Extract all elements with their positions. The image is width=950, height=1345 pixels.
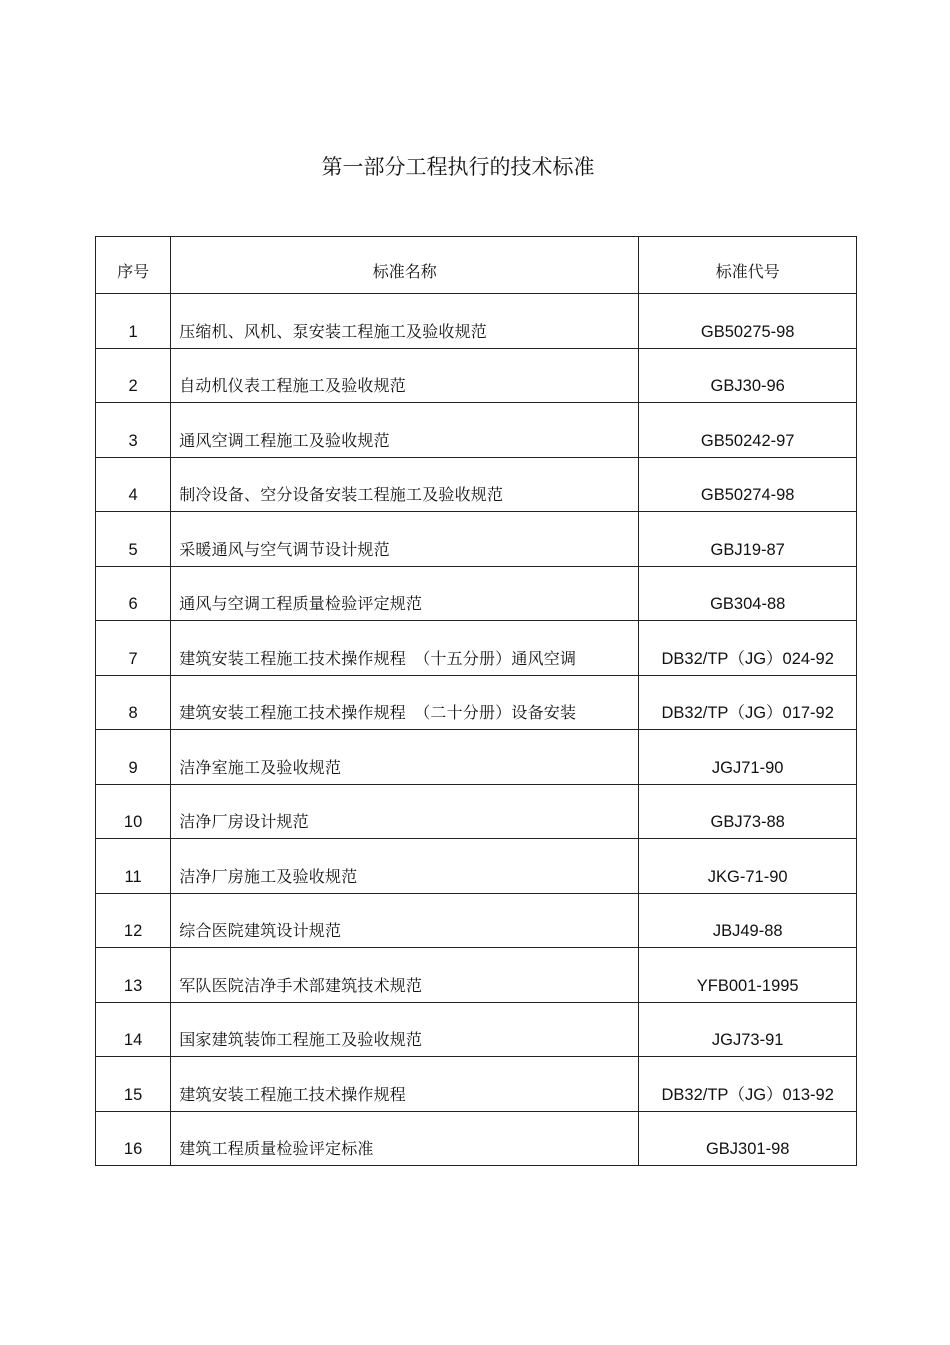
row-standard-name: 建筑工程质量检验评定标准 xyxy=(171,1111,639,1166)
row-standard-name: 建筑安装工程施工技术操作规程 （十五分册）通风空调 xyxy=(171,621,639,676)
row-standard-code: JGJ71-90 xyxy=(639,730,857,785)
header-standard-name: 标准名称 xyxy=(171,237,639,294)
row-standard-name: 制冷设备、空分设备安装工程施工及验收规范 xyxy=(171,457,639,512)
row-standard-name: 洁净室施工及验收规范 xyxy=(171,730,639,785)
row-standard-name: 军队医院洁净手术部建筑技术规范 xyxy=(171,948,639,1003)
table-row xyxy=(96,730,857,785)
table-row xyxy=(96,784,857,839)
row-standard-code: GBJ30-96 xyxy=(639,348,857,403)
header-serial-number: 序号 xyxy=(96,237,171,294)
row-standard-code: GB304-88 xyxy=(639,566,857,621)
row-standard-code: DB32/TP（JG）017-92 xyxy=(639,675,857,730)
row-serial-number: 7 xyxy=(96,621,171,676)
row-serial-number: 10 xyxy=(96,784,171,839)
row-standard-code: JKG-71-90 xyxy=(639,839,857,894)
row-standard-code: DB32/TP（JG）024-92 xyxy=(639,621,857,676)
table-row xyxy=(96,294,857,349)
row-standard-code: YFB001-1995 xyxy=(639,948,857,1003)
row-standard-code: GBJ73-88 xyxy=(639,784,857,839)
row-standard-code: GBJ301-98 xyxy=(639,1111,857,1166)
row-serial-number: 16 xyxy=(96,1111,171,1166)
row-serial-number: 3 xyxy=(96,403,171,458)
table-row xyxy=(96,403,857,458)
row-serial-number: 6 xyxy=(96,566,171,621)
row-serial-number: 12 xyxy=(96,893,171,948)
row-serial-number: 14 xyxy=(96,1002,171,1057)
row-standard-code: GB50275-98 xyxy=(639,294,857,349)
row-standard-name: 通风空调工程施工及验收规范 xyxy=(171,403,639,458)
row-standard-code: DB32/TP（JG）013-92 xyxy=(639,1057,857,1112)
row-serial-number: 11 xyxy=(96,839,171,894)
table-row xyxy=(96,621,857,676)
row-standard-code: JBJ49-88 xyxy=(639,893,857,948)
standards-table xyxy=(95,236,857,1166)
row-standard-code: GB50242-97 xyxy=(639,403,857,458)
row-standard-code: GBJ19-87 xyxy=(639,512,857,567)
row-serial-number: 5 xyxy=(96,512,171,567)
row-standard-name: 国家建筑装饰工程施工及验收规范 xyxy=(171,1002,639,1057)
table-row xyxy=(96,839,857,894)
row-standard-name: 采暖通风与空气调节设计规范 xyxy=(171,512,639,567)
row-standard-code: JGJ73-91 xyxy=(639,1002,857,1057)
row-serial-number: 8 xyxy=(96,675,171,730)
row-standard-name: 通风与空调工程质量检验评定规范 xyxy=(171,566,639,621)
row-serial-number: 9 xyxy=(96,730,171,785)
table-row xyxy=(96,948,857,1003)
table-row xyxy=(96,1057,857,1112)
table-row xyxy=(96,1002,857,1057)
row-standard-code: GB50274-98 xyxy=(639,457,857,512)
table-row xyxy=(96,457,857,512)
row-standard-name: 压缩机、风机、泵安装工程施工及验收规范 xyxy=(171,294,639,349)
table-row xyxy=(96,1111,857,1166)
row-serial-number: 15 xyxy=(96,1057,171,1112)
header-standard-code: 标准代号 xyxy=(639,237,857,294)
row-serial-number: 13 xyxy=(96,948,171,1003)
row-standard-name: 建筑安装工程施工技术操作规程 （二十分册）设备安装 xyxy=(171,675,639,730)
table-row xyxy=(96,512,857,567)
document-title: 第一部分工程执行的技术标准 xyxy=(321,155,595,179)
row-standard-name: 综合医院建筑设计规范 xyxy=(171,893,639,948)
row-standard-name: 建筑安装工程施工技术操作规程 xyxy=(171,1057,639,1112)
row-standard-name: 洁净厂房设计规范 xyxy=(171,784,639,839)
row-standard-name: 洁净厂房施工及验收规范 xyxy=(171,839,639,894)
row-serial-number: 4 xyxy=(96,457,171,512)
row-serial-number: 1 xyxy=(96,294,171,349)
table-row xyxy=(96,675,857,730)
table-row xyxy=(96,893,857,948)
table-header-row xyxy=(96,237,857,294)
row-standard-name: 自动机仪表工程施工及验收规范 xyxy=(171,348,639,403)
table-body xyxy=(96,294,857,1166)
table-row xyxy=(96,566,857,621)
row-serial-number: 2 xyxy=(96,348,171,403)
table-row xyxy=(96,348,857,403)
